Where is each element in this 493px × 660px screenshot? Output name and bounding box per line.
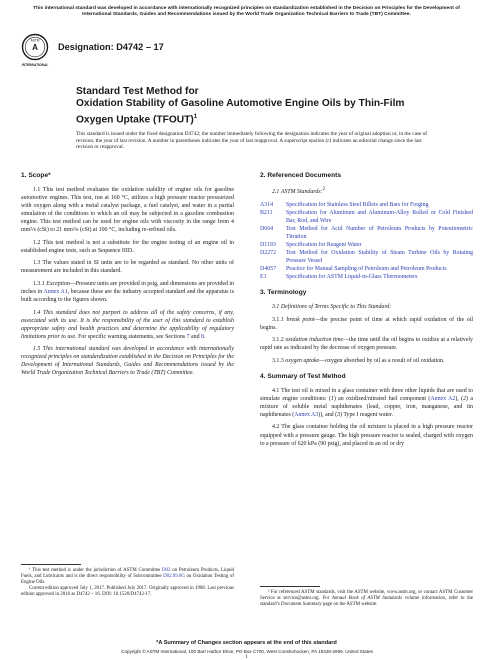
svg-text:ASTM: ASTM (30, 38, 40, 43)
title-line-2: Oxidation Stability of Gasoline Automotive Engine Oils by Thin-Film Oxygen Uptake (TFOUT) (76, 98, 405, 125)
para-1-3: 1.3 The values stated in SI units are to be regarded as standard. No other units of measurement are included in this standard. (21, 260, 234, 275)
astm-logo-icon (20, 33, 50, 71)
para-1-5: 1.5 This international standard was developed in accordance with internationally recognized principles on standardization established in the Decision on Principles for the Development of International Standards, Guides and Recommendations issued by the World Trade Organization Technical Barriers to Trade (TBT) Committee. (21, 346, 234, 377)
title-line-1: Standard Test Method for (76, 86, 199, 97)
para-1-3-1: 1.3.1 Exception—Pressure units are provided in psig, and dimensions are provided in inches in Annex A1, because these are the industry accepted standard and the apparatus is built according to the figures shown. (21, 280, 234, 304)
reference-item[interactable]: A314 Specification for Stainless Steel Billets and Bars for Forging (260, 201, 429, 208)
reference-item[interactable]: E1 Specification for ASTM Liquid-in-Glass Thermometers (260, 273, 418, 280)
logo-text: INTERNATIONAL (21, 63, 49, 67)
reference-item[interactable]: D664 Test Method for Acid Number of Petroleum Products by Potentiometric Titration (260, 225, 473, 240)
reference-list (260, 201, 473, 281)
reference-item[interactable]: B211 Specification for Aluminum and Aluminum-Alloy Rolled or Cold Finished Bar, Rod, and Wire (260, 209, 473, 224)
reference-item[interactable]: D1193 Specification for Reagent Water (260, 241, 362, 248)
footnote-divider (21, 564, 81, 565)
reference-item[interactable]: D2272 Test Method for Oxidation Stability of Steam Turbine Oils by Rotating Pressure Vessel (260, 249, 473, 264)
committee-d02-link[interactable]: D02 (162, 568, 171, 573)
designation: Designation: D4742 – 17 (58, 42, 164, 52)
para-4-1: 4.1 The test oil is mixed in a glass container with three other liquids that are used to simulate engine conditions: (1) an oxidized/nitrated fuel component (Annex A2), (2) a mixture of soluble metal naphthenates (lead, copper, iron, manganese, and tin naphthenates (Annex A3)), and (3) Type I reagent water. (260, 387, 473, 418)
subcommittee-link[interactable]: D02.09.0G (163, 574, 185, 579)
para-3-1-1: 3.1.1 break point—the precise point of time at which rapid oxidation of the oil begins. (260, 316, 473, 331)
page-number: 1 (245, 655, 248, 660)
annex-a3-link[interactable]: Annex A3 (294, 411, 319, 418)
reference-item[interactable]: D4057 Practice for Manual Sampling of Petroleum and Petroleum Products (260, 265, 447, 272)
title-footnote-ref[interactable]: 1 (193, 113, 198, 120)
para-4-2: 4.2 The glass container holding the oil mixture is placed in a high pressure reactor equipped with a pressure gauge. The high pressure reactor is sealed, charged with oxygen to a pressure of 620 kPa (90 psig), and placed in an oil or dry (260, 424, 473, 447)
para-3-1-2: 3.1.2 oxidation induction time—the time until the oil begins to oxidize at a relatively rapid rate as indicated by the decrease of oxygen pressure. (260, 337, 473, 352)
right-column (260, 172, 473, 452)
para-2-1: 2.1 ASTM Standards:$^2$ (272, 187, 326, 195)
section-3-heading: 3. Terminology (260, 288, 307, 296)
annex-a1-link[interactable]: Annex A1 (43, 289, 68, 296)
para-1-4: 1.4 This standard does not purport to address all of the safety concerns, if any, associated with its use. It is the responsibility of the user of this standard to establish appropriate safety and health practices and determine the applicability of regulatory limitations prior to use. For specific warning statements, see Sections 7 and 8. (21, 309, 234, 340)
section-7-link[interactable]: 7 (186, 333, 190, 340)
summary-of-changes-note: *A Summary of Changes section appears at the end of this standard (156, 640, 337, 646)
section-2-heading: 2. Referenced Documents (260, 172, 341, 179)
copyright-line: Copyright © ASTM International, 100 Barr Harbor Drive, PO Box C700, West Conshohocken, PA 19428-2959. United States (121, 649, 373, 654)
section-1-heading: 1. Scope* (21, 172, 51, 179)
footnote-1: ¹ This test method is under the jurisdiction of ASTM Committee D02 on Petroleum Products, Liquid Fuels, and Lubricants and is the direct responsibility of Subcommittee D02.09.0G on Oxidation Testing of Engine Oils. Current edition approved July 1, 2017. Published July 2017. Originally approved in 1988. Last previous edition approved in 2016 as D4742 – 16. DOI: 10.1520/D4742-17. (21, 564, 234, 598)
annex-a2-link[interactable]: Annex A2 (430, 395, 456, 402)
footnote-divider (260, 586, 320, 587)
left-column (21, 172, 234, 382)
para-1-1: 1.1 This test method evaluates the oxidation stability of engine oils for gasoline automotive engines. This test, run at 160 °C, utilizes a high pressure reactor pressurized with oxygen along with a metal catalyst package, a fuel catalyst, and water in a partial simulation of the conditions to which an oil may be subjected in a gasoline combustion engine. This test method can be used for engine oils with viscosity in the range from 4 mm²/s (cSt) to 21 mm²/s (cSt) at 100 °C, including re-refined oils. (21, 187, 234, 234)
section-8-link[interactable]: 8 (200, 333, 204, 340)
para-1-2: 1.2 This test method is not a substitute for the engine testing of an engine oil in established engine tests, such as Sequence IIID. (21, 239, 234, 254)
section-4-heading: 4. Summary of Test Method (260, 372, 346, 380)
footnote-2: ² For referenced ASTM standards, visit the ASTM website, www.astm.org, or contact ASTM Customer Service at service@astm.org. For Annual Book of ASTM Standards volume information, refer to the standard’s Document Summary page on the ASTM website. (260, 586, 473, 608)
document-title (76, 86, 436, 126)
para-3-1: 3.1 Definitions of Terms Specific to This Standard: (272, 303, 392, 310)
issue-note: This standard is issued under the fixed designation D4742; the number immediately following the designation indicates the year of original adoption or, in the case of revision, the year of last revision. A number in parentheses indicates the year of last reapproval. A superscript epsilon (ε) indicates an editorial change since the last revision or reapproval. (76, 131, 428, 151)
header-note: This international standard was developed in accordance with internationally recognized principles on standardization established in the Decision on Principles for the Development of International Standards, Guides and Recommendations issued by the World Trade Organization Technical Barriers to Trade (TBT) Committee. (33, 6, 460, 17)
svg-text:A: A (32, 43, 38, 53)
para-3-1-3: 3.1.3 oxygen uptake—oxygen absorbed by oil as a result of oil oxidation. (272, 357, 445, 364)
